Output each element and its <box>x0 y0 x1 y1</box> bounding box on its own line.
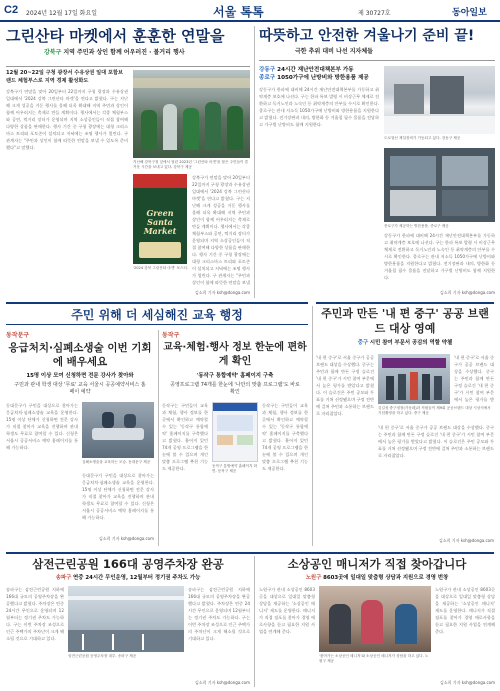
subheadline: 극한 추위 대비 나선 지자체들 <box>295 48 373 55</box>
article-brand-award <box>316 306 494 546</box>
article-small-business <box>259 556 495 687</box>
headline: 삼전근린공원 166대 공영주차장 완공 <box>32 557 224 571</box>
byline: 김소희 기자 ksh@donga.com <box>194 680 250 685</box>
story-headline: 교육·체험·행사 정보 한눈에 편하게 확인 <box>163 342 307 367</box>
story-sub: '동작구 통합예약' 홈페이지 구축 <box>196 373 274 379</box>
story-sub2: 구민과 관내 학생 대상 '무료' 교육 서울시 공공예약서비스 홈페이 예약 <box>14 382 146 395</box>
photo-caption: 삼전근린공원 공영주차장 내부. 송파구 제공 <box>68 654 137 658</box>
article-body-3: '내 편 중구'로 서울 중구가 공공 브랜드 대상을 수상했다. 중구는 주민과 함께 만든 구정 슬로건 '내 편 중구'가 시민 참여 부문에서 높은 평가를 받았다고 밝혔다. 이 슬로건은 주민 공모와 투표를 거쳐 선정됐으며 구정 전반에 걸쳐 주민과 소통하는 브랜드로 자리잡았다. <box>378 425 494 458</box>
article-body: 강동구가 한파에 대비해 24시간 재난안전대책본부를 가동하고 취약계층 보호에 나선다. 구는 한파 특보 발령 시 비상근무 체제로 전환하고 독거노인과 노숙인 등 취약계층의 안부를 수시로 확인한다. 종로구는 관내 저소득 1050가구에 난방비와 방한용품을 지원한다고 밝혔다. 전기장판과 내의, 방한화 등 겨울철 필수 물품을 전달하고 가구별 난방비도 함께 지원한다. <box>259 87 379 127</box>
story-body-2: 동작구는 구민들이 교육과 체험, 행사 정보를 한곳에서 확인하고 예약할 수 있는 '동작구 통합예약' 홈페이지를 구축했다고 밝혔다. 흩어져 있던 74개 공영 프로그램을 한눈에 볼 수 있으며 개인 맞춤 프로그램 추천 기능도 제공한다. <box>262 403 308 471</box>
photo-caption: 김길성 중구청장(가운데)과 직원들이 제9회 공공브랜드 대상 시상식에서 기념촬영을 하고 있다. 중구 제공 <box>378 406 491 415</box>
parking-lot-photo <box>68 586 184 652</box>
page-number: C2 <box>4 4 19 16</box>
photo-caption: '찾아가는 소상공인 매니저'와 소상공인 매니저가 상담을 하고 있다. 노원구 제공 <box>319 654 429 663</box>
snow-road-photo <box>384 66 495 134</box>
kicker: 중구 <box>357 340 369 346</box>
headline: 그린산타 마켓에서 훈훈한 연말을 <box>6 27 225 45</box>
kicker: 노원구 <box>305 575 322 581</box>
article-body: 노원구가 관내 소상공인 8603곳을 대상으로 일대일 맞춤형 상담을 제공하는 '소상공인 매니저' 제도를 운영한다. 매니저가 직접 점포를 찾아가 경영 애로사항을 듣고 필요한 지원 사업을 연계해 준다. <box>259 587 315 634</box>
headline: 소상공인 매니저가 직접 찾아갑니다 <box>287 557 467 571</box>
article-body-2: 노원구가 관내 소상공인 8603곳을 대상으로 일대일 맞춤형 상담을 제공하는 '소상공인 매니저' 제도를 운영한다. 매니저가 직접 점포를 찾아가 경영 애로사항을 듣고 필요한 지원 사업을 연계해 준다. <box>435 587 495 634</box>
byline: 김소희 기자 ksh@donga.com <box>98 536 154 541</box>
lead: 12월 20~22일 구청 광장서 수유상권 일대 포함브랜드 체험부스로 지역 경제 활성화도 <box>6 70 124 84</box>
website-screenshot <box>212 402 258 462</box>
story-headline: 응급처치·심폐소생술 이번 기회에 배우세요 <box>8 342 152 368</box>
topic2-tag: 종로구 <box>259 75 276 81</box>
consulting-photo <box>319 586 431 652</box>
poster-caption: '2024 강북 그린산타 마켓' 포스터. <box>133 266 189 270</box>
topic2-title: 1050가구에 난방비와 방한용품 제공 <box>277 75 369 81</box>
section-title: 서울 톡톡 <box>213 5 264 19</box>
topic1-title: 24시간 재난안전대책본부 가동 <box>277 67 354 73</box>
poster-title-1: Green <box>146 208 174 218</box>
topic1-tag: 강동구 <box>259 67 276 73</box>
headline: 주민과 만든 '내 편 중구' 공공 브랜드 대상 영예 <box>321 307 489 335</box>
newspaper-logo: 동아일보 <box>452 8 487 18</box>
article-body-2: '내 편 중구'로 서울 중구가 공공 브랜드 대상을 수상했다. 중구는 주민과 함께 만든 구정 슬로건 '내 편 중구'가 시민 참여 부문에서 높은 평가를 받 <box>454 355 494 402</box>
article-parking-lot <box>6 556 250 687</box>
education-section <box>6 306 308 546</box>
award-photo <box>378 354 450 404</box>
left-story <box>6 330 154 546</box>
market-photo <box>133 70 250 158</box>
photo-caption: 심폐소생술을 교육하는 모습. 동대문구 제공 <box>82 460 151 464</box>
story-body: 동작구는 구민들이 교육과 체험, 행사 정보를 한곳에서 확인하고 예약할 수 있는 '동작구 통합예약' 홈페이지를 구축했다고 밝혔다. 흩어져 있던 74개 공영 프로그램을 한눈에 볼 수 있으며 개인 맞춤 프로그램 추천 기능도 제공한다. <box>162 403 208 471</box>
kicker-rest: 시민 참여 부문서 공감의 역할 약첼 <box>369 340 453 346</box>
photo-caption: 지난해 강북구청 앞에서 열린 2023년 '그린산타 마켓'을 찾은 주민들이 즐거운 시간을 보내고 있다. 강북구 제공 <box>133 160 249 169</box>
story-body-2: 동대문구가 구민을 대상으로 찾아가는 응급처치·심폐소생술 교육을 운영한다. 15명 이상 단체가 신청하면 전문 강사가 직접 찾아가 교육을 진행하며 관내 학생도 무료로 참여할 수 있다. 신청은 서울시 공공서비스 예약 홈페이지를 통해 가능하다. <box>82 473 154 520</box>
kicker: 송파구 <box>55 575 72 581</box>
article-body: 강북구가 연말을 맞아 20일부터 22일까지 구청 광장과 수유상권 일대에서 '2024 강북 그린산타 마켓'을 연다고 밝혔다. 구는 지난해 크게 성공을 거둔 행사를 올해 더욱 확대해 지역 주민과 상인이 함께 어우러지는 축제로 만들 계획이다. 행사에서는 각종 체험부스와 공연, 먹거리 장터가 운영되며 지역 소상공인들이 직접 참여해 다양한 상품을 판매한다. 행사 기간 중 구청 광장에는 대형 크리스마스 트리와 포토존이 설치되고 저녁에는 조명 행사가 열린다. 구 관계자는 "주민과 상인이 함께 따뜻한 연말을 보낼 수 있도록 준비했다"고 말했다. <box>6 89 128 150</box>
article-body-2: 강동구가 한파에 대비해 24시간 재난안전대책본부를 가동하고 취약계층 보호에 나선다. 구는 한파 특보 발령 시 비상근무 체제로 전환하고 독거노인과 노숙인 등 취약계층의 안부를 수시로 확인한다. 종로구는 관내 저소득 1050가구에 난방비와 방한용품을 지원한다고 밝혔다. 전기장판과 내의, 방한화 등 겨울철 필수 물품을 전달하고 가구별 난방비도 함께 지원한다. <box>384 233 495 280</box>
poster-title-3: Market <box>143 226 177 236</box>
headline: 따뜻하고 안전한 겨울나기 준비 끝! <box>259 28 475 44</box>
story-body: 동대문구가 구민을 대상으로 찾아가는 응급처치·심폐소생술 교육을 운영한다. 15명 이상 단체가 신청하면 전문 강사가 직접 찾아가 교육을 진행하며 관내 학생도 무료로 참여할 수 있다. 신청은 서울시 공공서비스 예약 홈페이지를 통해 가능하다. <box>6 403 78 450</box>
story-tag: 동작구 <box>162 332 180 339</box>
issue-number: 제 30727호 <box>358 10 391 17</box>
right-story <box>162 330 308 546</box>
article-body: '내 편 중구'로 서울 중구가 공공 브랜드 대상을 수상했다. 중구는 주민과 함께 만든 구정 슬로건 '내 편 중구'가 시민 참여 부문에서 높은 평가를 받았다고 밝혔다. 이 슬로건은 주민 공모와 투표를 거쳐 선정됐으며 구정 전반에 걸쳐 주민과 소통하는 브랜드로 자리잡았다. <box>316 355 374 416</box>
photo-caption-1: 도로열선 제설장비가 가동되고 있다. 강동구 제공 <box>384 136 461 140</box>
winter-items-photo <box>384 148 495 222</box>
poster-title-2: Santa <box>147 217 173 227</box>
story-tag: 동작문구 <box>6 332 30 339</box>
byline: 김소희 기자 ksh@donga.com <box>194 290 250 295</box>
article-body-2: 강북구가 연말을 맞아 20일부터 22일까지 구청 광장과 수유상권 일대에서 '2024 강북 그린산타 마켓'을 연다고 밝혔다. 구는 지난해 크게 성공을 거둔 행사를 올해 더욱 확대해 지역 주민과 상인이 함께 어우러지는 축제로 만들 계획이다. 행사에서는 각종 체험부스와 공연, 먹거리 장터가 운영되며 지역 소상공인들이 직접 참여해 다양한 상품을 판매한다. 행사 기간 중 구청 광장에는 대형 크리스마스 트리와 포토존이 설치되고 저녁에는 조명 행사가 열린다. 구 관계자는 "주민과 상인이 함께 따뜻한 연말을 보낼 <box>192 175 250 285</box>
byline: 김소희 기자 ksh@donga.com <box>438 538 494 543</box>
article-body-2: 송파구는 삼전근린공원 지하에 166대 규모의 공영주차장을 완공했다고 밝혔다. 주차장은 연중 24시간 무인으로 운영되며 12월부터는 정기권 주차도 가능하다. 구는 이번 주차장 조성으로 인근 주택가의 주차난이 크게 해소될 것으로 기대하고 있다. <box>188 587 250 641</box>
story-sub: 15명 이상 모여 신청하면 전문 강사가 찾아와 <box>26 373 134 379</box>
kicker-rest: 8603곳에 일대일 맞춤형 상담과 지원으로 경영 번창 <box>323 575 449 581</box>
masthead <box>0 0 500 22</box>
kicker-rest: 연중 24시간 무인운영, 12월부터 정기권 주차도 가능 <box>73 575 201 581</box>
story-sub2: 공영프로그램 74개를 한눈에 '나만의 맞춤 프로그램'도 바로 확인 <box>170 382 300 395</box>
byline: 김소희 기자 ksh@donga.com <box>439 290 495 295</box>
article-winter-safety <box>259 26 495 298</box>
photo-caption-2: 종로구가 제공하는 방한용품. 종로구 제공 <box>384 224 449 228</box>
byline: 김소희 기자 ksh@donga.com <box>439 680 495 685</box>
article-green-santa <box>6 26 250 298</box>
article-body: 송파구는 삼전근린공원 지하에 166대 규모의 공영주차장을 완공했다고 밝혔다. 주차장은 연중 24시간 무인으로 운영되며 12월부터는 정기권 주차도 가능하다. 구는 이번 주차장 조성으로 인근 주택가의 주차난이 크게 해소될 것으로 기대하고 있다. <box>6 587 64 641</box>
poster-image <box>133 174 187 264</box>
cpr-photo <box>82 402 154 458</box>
section-header: 주민 위해 더 세심해진 교육 행정 <box>6 306 308 325</box>
issue-date: 2024년 12월 17일 화요일 <box>26 10 98 17</box>
photo-caption: 동작구 통합예약 홈페이지 화면. 동작구 제공 <box>212 464 258 473</box>
kicker: 강북구 <box>44 49 62 56</box>
kicker-rest: 지역 주민과 상인 함께 어우러진 · 볼거리 행사 <box>63 49 185 56</box>
